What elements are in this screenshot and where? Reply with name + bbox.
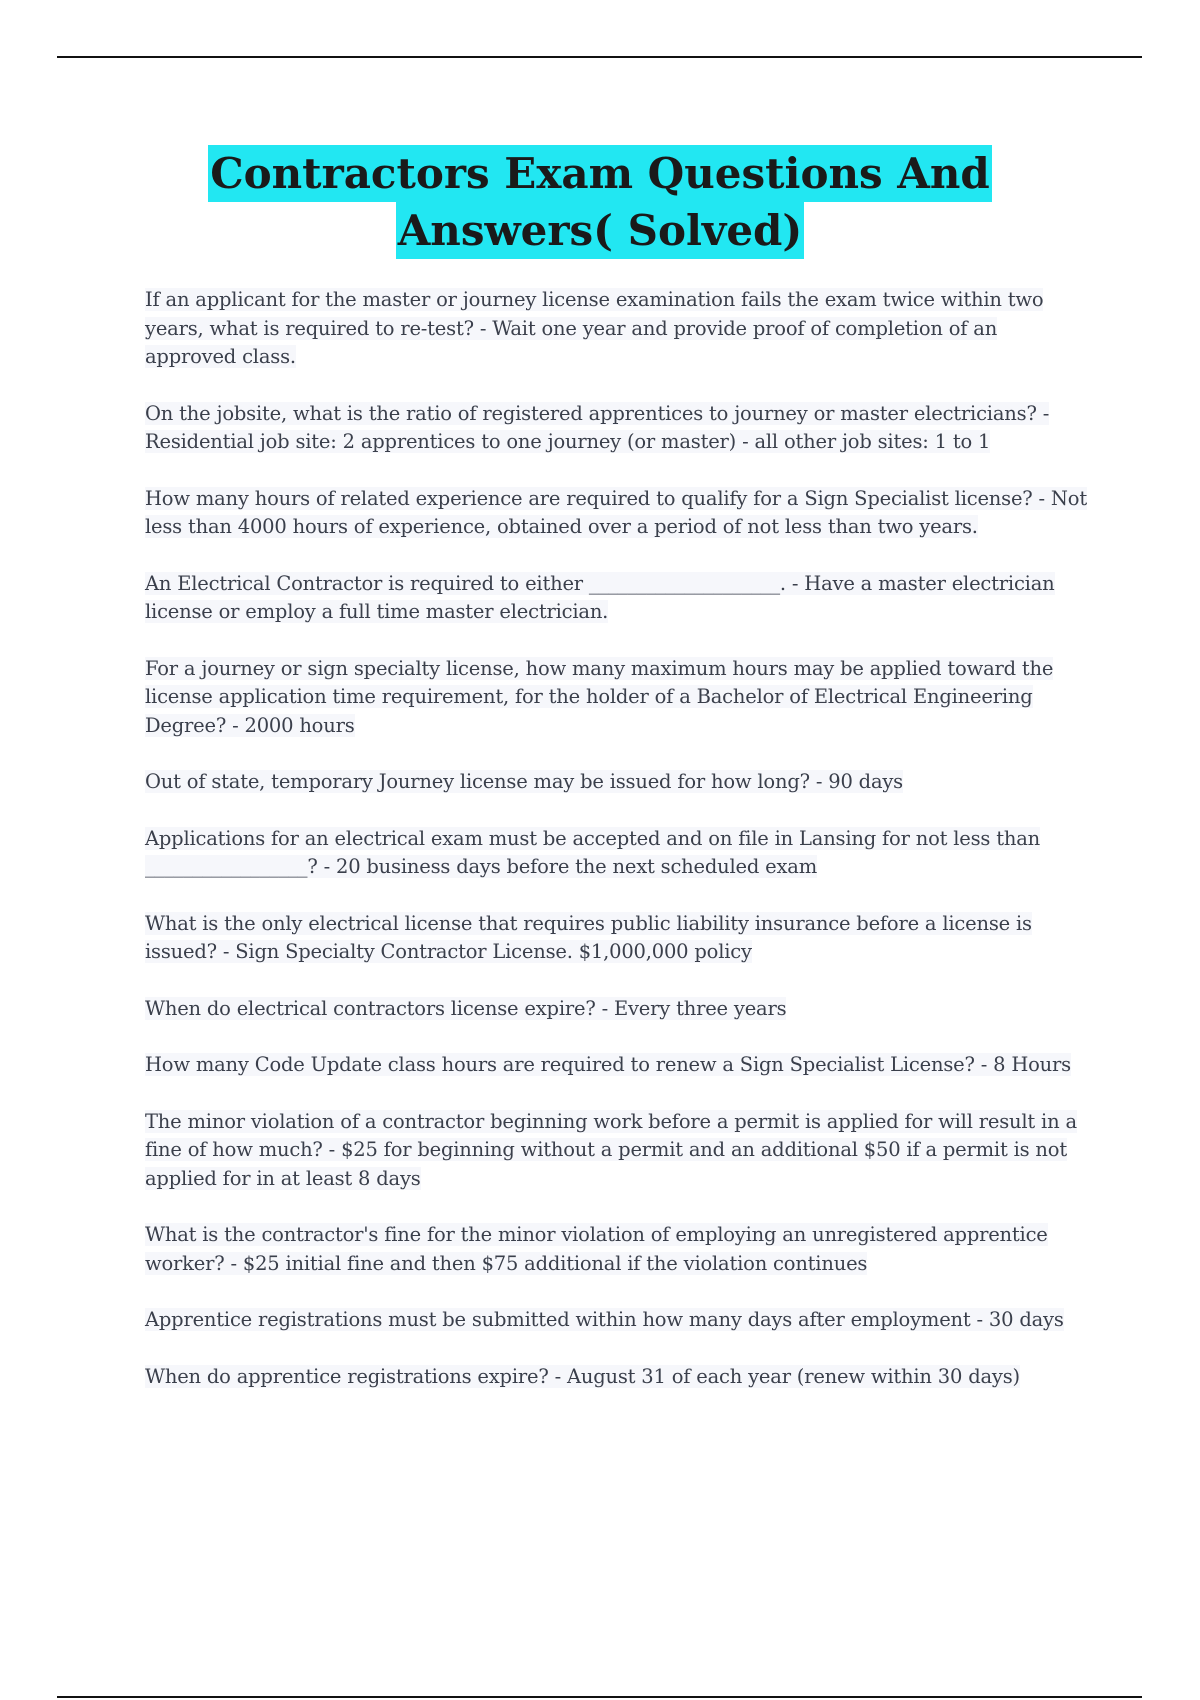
qa-item	[145, 1221, 1090, 1278]
qa-text: How many Code Update class hours are required to renew a Sign Specialist License? - 8 Hours	[145, 1053, 1071, 1076]
qa-item	[145, 768, 1090, 797]
qa-text: Apprentice registrations must be submitted within how many days after employment - 30 days	[145, 1308, 1064, 1331]
qa-item	[145, 1051, 1090, 1080]
qa-text: What is the only electrical license that requires public liability insurance before a license is issued? - Sign Specialty Contractor License. $1,000,000 policy	[145, 911, 1032, 963]
page-title	[100, 145, 1100, 259]
qa-text: For a journey or sign specialty license, how many maximum hours may be applied toward the license application time requirement, for the holder of a Bachelor of Electrical Engineering Degree? - 2000 hours	[145, 656, 1054, 737]
qa-text: Out of state, temporary Journey license may be issued for how long? - 90 days	[145, 770, 903, 793]
qa-text: An Electrical Contractor is required to either ____________________. - Have a master electrician license or employ a full time master electrician.	[145, 571, 1055, 623]
qa-item	[145, 655, 1090, 741]
qa-item	[145, 1108, 1090, 1194]
qa-item	[145, 1363, 1090, 1392]
title-line-1: Contractors Exam Questions And	[208, 145, 992, 202]
qa-text: The minor violation of a contractor beginning work before a permit is applied for will result in a fine of how much? - $25 for beginning without a permit and an additional $50 if a permit is not applied for in at least 8 days	[145, 1109, 1077, 1190]
qa-text: Applications for an electrical exam must be accepted and on file in Lansing for not less than _________________? - 20 business days before the next scheduled exam	[145, 826, 1041, 878]
qa-item	[145, 485, 1090, 542]
qa-item	[145, 570, 1090, 627]
qa-item	[145, 400, 1090, 457]
qa-item	[145, 1306, 1090, 1335]
qa-text: On the jobsite, what is the ratio of registered apprentices to journey or master electricians? - Residential job site: 2 apprentices to one journey (or master) - all other job sites: 1 to 1	[145, 401, 1050, 453]
qa-list	[145, 286, 1090, 1419]
qa-text: How many hours of related experience are required to qualify for a Sign Specialist license? - Not less than 4000 hours of experience, obtained over a period of not less than two years.	[145, 486, 1087, 538]
top-rule	[57, 56, 1142, 58]
bottom-rule	[57, 1696, 1142, 1698]
qa-text: What is the contractor's fine for the minor violation of employing an unregistered apprentice worker? - $25 initial fine and then $75 additional if the violation continues	[145, 1223, 1048, 1275]
qa-text: When do electrical contractors license expire? - Every three years	[145, 996, 787, 1020]
qa-item	[145, 286, 1090, 372]
qa-text: If an applicant for the master or journey license examination fails the exam twice within two years, what is required to re-test? - Wait one year and provide proof of completion of an approved class.	[145, 288, 1044, 368]
qa-item	[145, 910, 1090, 967]
title-line-2: Answers( Solved)	[396, 202, 805, 259]
qa-item	[145, 825, 1090, 882]
qa-text: When do apprentice registrations expire? - August 31 of each year (renew within 30 days)	[145, 1364, 1020, 1388]
qa-item	[145, 995, 1090, 1024]
